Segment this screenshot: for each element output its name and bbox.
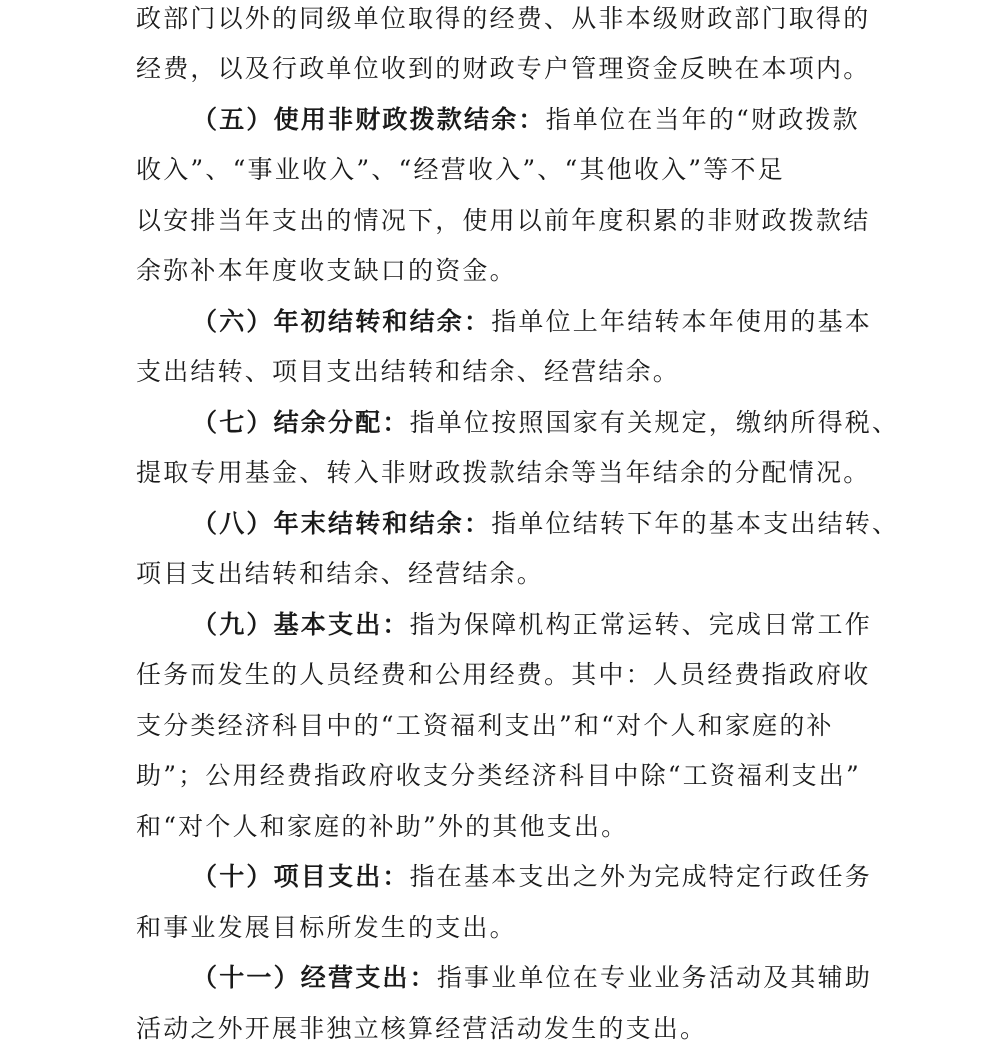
text-line: 助”；公用经费指政府收支分类经济科目中除“工资福利支出” <box>136 761 861 790</box>
paragraph-heading-line <box>192 600 872 650</box>
text-line: 活动之外开展非独立核算经营活动发生的支出。 <box>136 1014 708 1043</box>
paragraph-heading-line <box>192 398 899 448</box>
term-definition: 指单位上年结转本年使用的基本 <box>491 307 873 336</box>
term-definition: 指事业单位在专业业务活动及其辅助 <box>436 963 873 992</box>
text-line: 收入”、“事业收入”、“经营收入”、“其他收入”等不足 <box>136 155 785 184</box>
paragraph-heading-line <box>192 499 899 549</box>
term-label: （十一）经营支出： <box>192 963 437 992</box>
term-label: （六）年初结转和结余： <box>192 307 492 336</box>
text-line: 提取专用基金、转入非财政拨款结余等当年结余的分配情况。 <box>136 458 871 487</box>
term-label: （五）使用非财政拨款结余： <box>192 105 546 134</box>
term-definition: 指单位按照国家有关规定，缴纳所得税、 <box>409 408 900 437</box>
term-definition: 指单位在当年的“财政拨款 <box>545 105 860 134</box>
text-line: 项目支出结转和结余、经营结余。 <box>136 559 545 588</box>
term-label: （八）年末结转和结余： <box>192 509 492 538</box>
text-line: 和事业发展目标所发生的支出。 <box>136 913 517 942</box>
paragraph-heading-line <box>192 297 872 347</box>
paragraph-heading-line <box>192 852 872 902</box>
paragraph-heading-line <box>192 953 872 1003</box>
paragraph-heading-line <box>192 95 860 145</box>
term-label: （七）结余分配： <box>192 408 410 437</box>
text-line: 政部门以外的同级单位取得的经费、从非本级财政部门取得的 <box>136 4 871 33</box>
term-definition: 指在基本支出之外为完成特定行政任务 <box>409 862 873 891</box>
text-line: 支分类经济科目中的“工资福利支出”和“对个人和家庭的补 <box>136 711 834 740</box>
text-line: 支出结转、项目支出结转和结余、经营结余。 <box>136 357 681 386</box>
term-label: （九）基本支出： <box>192 610 410 639</box>
term-definition: 指为保障机构正常运转、完成日常工作 <box>409 610 873 639</box>
text-line: 任务而发生的人员经费和公用经费。其中：人员经费指政府收 <box>136 660 871 689</box>
text-line: 经费，以及行政单位收到的财政专户管理资金反映在本项内。 <box>136 54 871 83</box>
text-line: 余弥补本年度收支缺口的资金。 <box>136 256 517 285</box>
term-label: （十）项目支出： <box>192 862 410 891</box>
text-line: 和“对个人和家庭的补助”外的其他支出。 <box>136 812 629 841</box>
text-line: 以安排当年支出的情况下，使用以前年度积累的非财政拨款结 <box>136 206 871 235</box>
term-definition: 指单位结转下年的基本支出结转、 <box>491 509 900 538</box>
